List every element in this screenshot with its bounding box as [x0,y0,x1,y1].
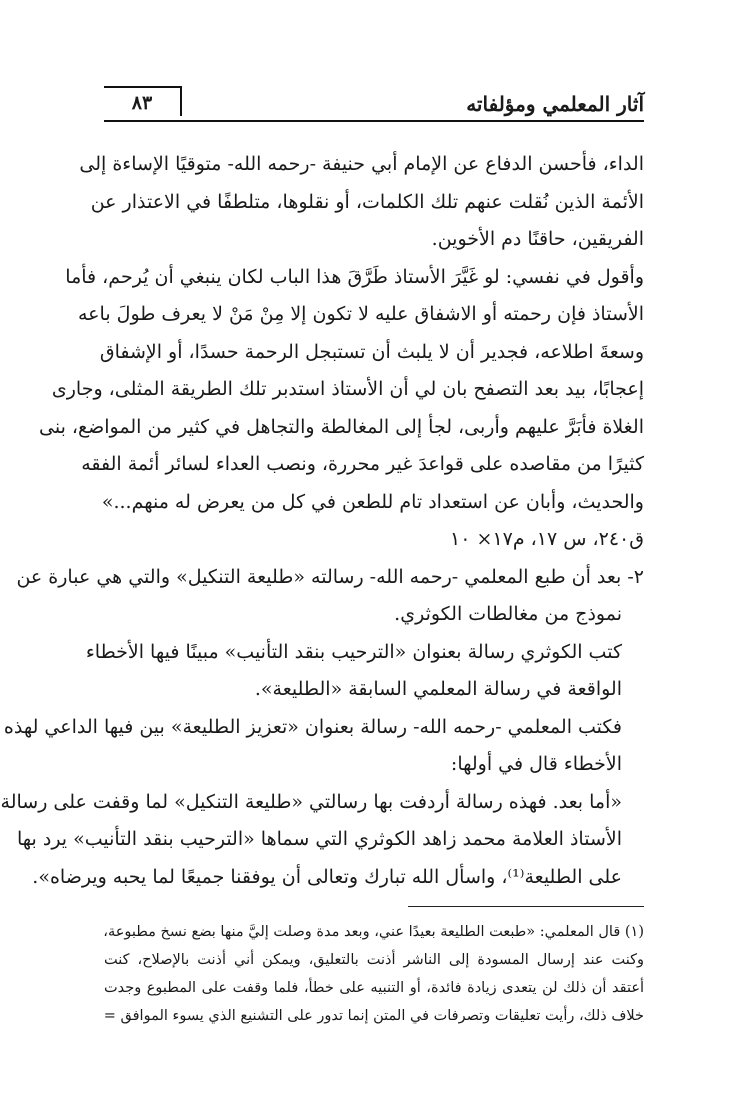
text-line: كثيرًا من مقاصده على قواعدَ غير محررة، ونصب العداء لسائر أئمة الفقه [81,453,644,475]
header-rule [104,120,644,122]
quote-line: «أما بعد. فهذه رسالة أردفت بها رسالتي «طليعة التنكيل» لما وقفت على رسالة [0,790,622,813]
quote-line: على الطليعة⁽¹⁾، واسأل الله تبارك وتعالى أن يوفقنا جميعًا لما يحبه ويرضاه». [32,865,622,888]
quote-line: الأستاذ العلامة محمد زاهد الكوثري التي سماها «الترحيب بنقد التأنيب» يرد بها [16,828,622,850]
text-line: وسعةَ اطلاعه، فجدير أن لا يلبث أن تستبجل الرحمة حسدًا، أو الإشفاق [99,340,644,363]
text-line: والحديث، وأبان عن استعداد تام للطعن في كل من يعرض له منهم...» [101,490,644,513]
text-line: وأقول في نفسي: لو غَيَّرَ الأستاذ طَرَّقَ هذا الباب لكان ينبغي أن يُرحم، فأما [65,265,644,288]
footnote-line: وكنت عند إرسال المسودة إلى الناشر أذنت بالتعليق، ويمكن أني أذنت بالإصلاح، كنت [104,952,644,968]
footnote-line: أعتقد أن ذلك لن يتعدى زيادة فائدة، أو التنبيه على خطأ، فلما وقفت على المطبوع وجدت [104,980,644,996]
text-line: كتب الكوثري رسالة بعنوان «الترحيب بنقد التأنيب» مبينًا فيها الأخطاء [85,640,622,663]
text-line: الأستاذ فإن رحمته أو الاشفاق عليه لا تكون إلا مِنْ مَنْ لا يعرف طولَ باعه [78,303,644,325]
page-header [104,86,644,126]
text-line: إعجابًا، بيد بعد التصفح بان لي أن الأستاذ استدبر تلك الطريقة المثلى، وجارى [51,378,644,400]
text-line: الفريقين، حاقنًا دم الأخوين. [431,228,644,250]
text-line: الغلاة فأبَرَّ عليهم وأربى، لجأ إلى المغالطة والتجاهل في كثير من المواضع، بنى [39,415,644,438]
text-line: الواقعة في رسالة المعلمي السابقة «الطليعة». [254,678,622,700]
text-line: فكتب المعلمي -رحمه الله- رسالة بعنوان «تعزيز الطليعة» بين فيها الداعي لهذه [3,715,622,738]
text-line: ٢- بعد أن طبع المعلمي -رحمه الله- رسالته «طليعة التنكيل» والتي هي عبارة عن [16,565,644,588]
text-line: الأخطاء قال في أولها: [450,753,622,775]
footnote-line: (١) قال المعلمي: «طبعت الطليعة بعيدًا عني، وبعد مدة وصلت إليَّ منها بضع نسخ مطبوعة، [103,924,644,940]
manuscript-description: ق٢٤٠، س ١٧، م١٧× ١٠ [450,528,644,550]
text-line: الأئمة الذين نُقلت عنهم تلك الكلمات، أو نقلوها، متلطفًا في الاعتذار عن [90,190,644,213]
footnotes [104,918,644,1030]
footnote-line: خلاف ذلك، رأيت تعليقات وتصرفات في المتن إنما تدور على التشنيع الذي يسوء الموافق = [103,1008,644,1024]
page-number: ٨٣ [104,86,182,116]
running-title: آثار المعلمي ومؤلفاته [466,92,644,116]
footnote-separator [408,906,644,907]
text-line: نموذج من مغالطات الكوثري. [394,603,622,625]
main-text [0,146,644,896]
text-line: الداء، فأحسن الدفاع عن الإمام أبي حنيفة -رحمه الله- متوقيًا الإساءة إلى [79,153,644,175]
